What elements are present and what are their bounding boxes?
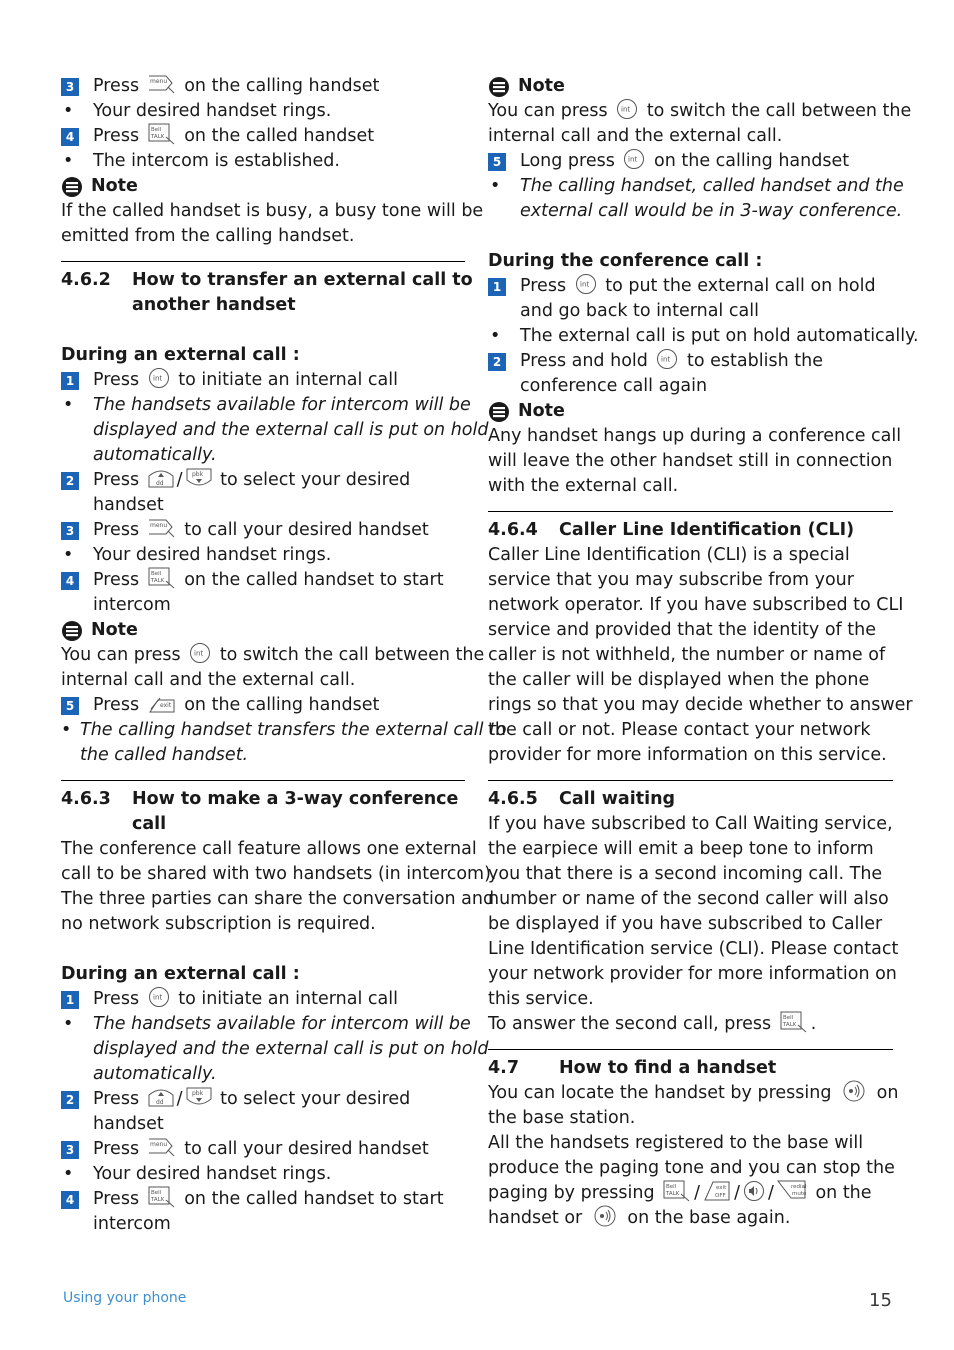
section-heading-4-6-4: 4.6.4 Caller Line Identification (CLI) — [488, 511, 893, 543]
bullet-item: • Your desired handset rings. — [63, 545, 332, 565]
svg-text:int: int — [152, 993, 162, 1002]
paragraph-text: All the handsets registered to the base will — [488, 1133, 864, 1153]
menu-key-icon — [148, 1137, 176, 1157]
svg-text:Bell: Bell — [782, 1015, 793, 1021]
svg-text:exit: exit — [159, 702, 171, 709]
bullet-item: • The intercom is established. — [63, 151, 340, 171]
step-5: 5 Long press int on the calling handset — [488, 149, 893, 174]
int-key-icon — [575, 273, 597, 295]
note-text: will leave the other handset still in connection — [488, 451, 893, 471]
note-text: You can press int to switch the call between the — [488, 99, 893, 124]
step-number: 3 — [61, 78, 79, 96]
paragraph-text: produce the paging tone and you can stop the — [488, 1158, 895, 1178]
footer-section-label: Using your phone — [63, 1290, 187, 1306]
step-4: 4 Press Bell TALK on the called handset to start intercom — [61, 1187, 465, 1237]
svg-text:TALK: TALK — [150, 578, 165, 584]
svg-text:int: int — [152, 374, 162, 383]
bullet-item: • The handsets available for intercom will be displayed and the external call is put on hold automatically. — [63, 1014, 489, 1084]
paragraph-text: no network subscription is required. — [61, 914, 376, 934]
paging-key-icon — [591, 1205, 619, 1227]
subheading: During an external call : — [61, 964, 300, 984]
bullet-item: • Your desired handset rings. — [63, 101, 332, 121]
up-dd-key-icon — [148, 1087, 174, 1107]
paragraph-text: be displayed if you have subscribed to Caller — [488, 914, 883, 934]
note-text: You can press int to switch the call between the — [61, 643, 465, 668]
talk-key-icon — [148, 123, 176, 145]
page-number: 15 — [869, 1290, 892, 1311]
left-column — [61, 74, 507, 1237]
note-heading: Note — [61, 618, 465, 643]
note-icon — [488, 401, 510, 423]
note-heading: Note — [61, 174, 465, 199]
section-heading-4-6-5: 4.6.5 Call waiting — [488, 780, 893, 812]
step-2: 2 Press and hold int to establish the conference call again — [488, 349, 893, 399]
paragraph-text: To answer the second call, press Bell TALK . — [488, 1012, 893, 1037]
note-heading: Note — [488, 74, 893, 99]
paragraph-text: service that you may subscribe from your — [488, 570, 854, 590]
redial-mute-key-icon — [777, 1180, 807, 1202]
subheading: During the conference call : — [488, 251, 763, 271]
svg-text:int: int — [621, 105, 631, 114]
section-heading-4-6-2: 4.6.2 How to transfer an external call to another handset — [61, 261, 465, 318]
note-text: Any handset hangs up during a conference call — [488, 426, 902, 446]
paragraph-text: service and provided that the identity of the — [488, 620, 876, 640]
svg-text:OFF: OFF — [715, 1193, 726, 1199]
paragraph-text: provider for more information on this service. — [488, 745, 887, 765]
paragraph-text: The three parties can share the conversation and — [61, 889, 495, 909]
note-icon — [488, 76, 510, 98]
int-key-icon — [148, 986, 170, 1008]
paragraph-text: You can locate the handset by pressing on — [488, 1081, 893, 1106]
volume-key-icon — [743, 1180, 765, 1202]
note-heading: Note — [488, 399, 893, 424]
step-4: 4 Press Bell TALK on the called handset — [61, 124, 465, 149]
paragraph-text: the caller will be displayed when the phone — [488, 670, 870, 690]
paragraph-text: caller is not withheld, the number or name of — [488, 645, 886, 665]
paragraph-text: the call or not. Please contact your network — [488, 720, 871, 740]
svg-text:TALK: TALK — [150, 134, 165, 140]
svg-text:TALK: TALK — [150, 1197, 165, 1203]
paragraph-text: call to be shared with two handsets (in intercom). — [61, 864, 497, 884]
paragraph-text: this service. — [488, 989, 594, 1009]
step-2: 2 Press dd / pbk to select your desired handset — [61, 1087, 465, 1137]
step-3: 3 Press menu to call your desired handset — [61, 518, 465, 543]
svg-text:Bell: Bell — [150, 127, 161, 133]
bullet-item: • The external call is put on hold automatically. — [490, 326, 919, 346]
paragraph-text: Caller Line Identification (CLI) is a special — [488, 545, 850, 565]
down-pbk-key-icon — [186, 468, 212, 488]
talk-key-icon — [663, 1180, 691, 1202]
svg-text:int: int — [628, 155, 638, 164]
svg-text:mute: mute — [791, 1191, 807, 1197]
paragraph-text: rings so that you may decide whether to answer — [488, 695, 913, 715]
down-pbk-key-icon — [186, 1087, 212, 1107]
paragraph-text: network operator. If you have subscribed to CLI — [488, 595, 904, 615]
subheading: During an external call : — [61, 345, 300, 365]
svg-text:int: int — [194, 649, 204, 658]
talk-key-icon — [780, 1011, 808, 1033]
note-text: with the external call. — [488, 476, 679, 496]
svg-text:TALK: TALK — [666, 1191, 680, 1197]
exit-off-key-icon — [703, 1180, 731, 1202]
menu-key-icon — [148, 518, 176, 538]
paragraph-text: your network provider for more information on — [488, 964, 897, 984]
step-1: 1 Press int to initiate an internal call — [61, 987, 465, 1012]
int-key-icon — [189, 642, 211, 664]
menu-key-icon — [148, 74, 176, 94]
paragraph-text: number or name of the second caller will also — [488, 889, 889, 909]
note-text: If the called handset is busy, a busy tone will be — [61, 201, 484, 221]
paragraph-text: handset or on the base again. — [488, 1206, 893, 1231]
svg-text:pbk: pbk — [191, 1090, 203, 1097]
section-heading-4-7: 4.7 How to find a handset — [488, 1049, 893, 1081]
talk-key-icon — [148, 567, 176, 589]
bullet-item: • The calling handset, called handset and the external call would be in 3-way conference. — [490, 176, 904, 221]
step-4: 4 Press Bell TALK on the called handset to start intercom — [61, 568, 465, 618]
svg-text:TALK: TALK — [782, 1022, 797, 1028]
int-key-icon — [656, 348, 678, 370]
paragraph-text: If you have subscribed to Call Waiting service, — [488, 814, 893, 834]
paragraph-text: The conference call feature allows one external — [61, 839, 477, 859]
exit-key-icon — [148, 692, 176, 714]
step-1: 1 Press int to put the external call on hold and go back to internal call — [488, 274, 893, 324]
svg-text:menu: menu — [149, 522, 167, 529]
paragraph-text: paging by pressing Bell TALK / exit OFF / / redial mute on the — [488, 1181, 893, 1206]
svg-text:pbk: pbk — [191, 471, 203, 478]
step-3: 3 Press menu to call your desired handset — [61, 1137, 465, 1162]
svg-text:dd: dd — [155, 480, 164, 487]
svg-text:menu: menu — [149, 78, 167, 85]
bullet-item: • Your desired handset rings. — [63, 1164, 332, 1184]
svg-text:menu: menu — [149, 1141, 167, 1148]
section-heading-4-6-3: 4.6.3 How to make a 3-way conference call — [61, 780, 465, 837]
note-text: internal call and the external call. — [488, 126, 783, 146]
int-key-icon — [616, 98, 638, 120]
note-icon — [61, 176, 83, 198]
step-3: 3 Press menu on the calling handset — [61, 74, 465, 99]
svg-text:dd: dd — [155, 1099, 164, 1106]
up-dd-key-icon — [148, 468, 174, 488]
paging-key-icon — [840, 1080, 868, 1102]
paragraph-text: you that there is a second incoming call. The — [488, 864, 883, 884]
svg-text:Bell: Bell — [666, 1184, 677, 1190]
right-column — [488, 74, 919, 1231]
svg-text:int: int — [579, 280, 589, 289]
svg-text:int: int — [661, 355, 671, 364]
step-5: 5 Press exit on the calling handset — [61, 693, 465, 718]
int-key-icon — [148, 367, 170, 389]
svg-text:Bell: Bell — [150, 1190, 161, 1196]
note-text: emitted from the calling handset. — [61, 226, 355, 246]
talk-key-icon — [148, 1186, 176, 1208]
note-text: internal call and the external call. — [61, 670, 356, 690]
bullet-item: • The handsets available for intercom will be displayed and the external call is put on hold automatically. — [63, 395, 489, 465]
paragraph-text: the earpiece will emit a beep tone to inform — [488, 839, 874, 859]
bullet-item: • The calling handset transfers the external call to the called handset. — [61, 720, 507, 765]
svg-text:exit: exit — [716, 1185, 727, 1191]
paragraph-text: the base station. — [488, 1108, 636, 1128]
int-key-icon — [623, 148, 645, 170]
paragraph-text: Line Identification service (CLI). Please contact — [488, 939, 899, 959]
note-icon — [61, 620, 83, 642]
step-2: 2 Press dd / pbk to select your desired handset — [61, 468, 465, 518]
svg-text:redial: redial — [790, 1184, 807, 1190]
svg-text:Bell: Bell — [150, 571, 161, 577]
step-1: 1 Press int to initiate an internal call — [61, 368, 465, 393]
